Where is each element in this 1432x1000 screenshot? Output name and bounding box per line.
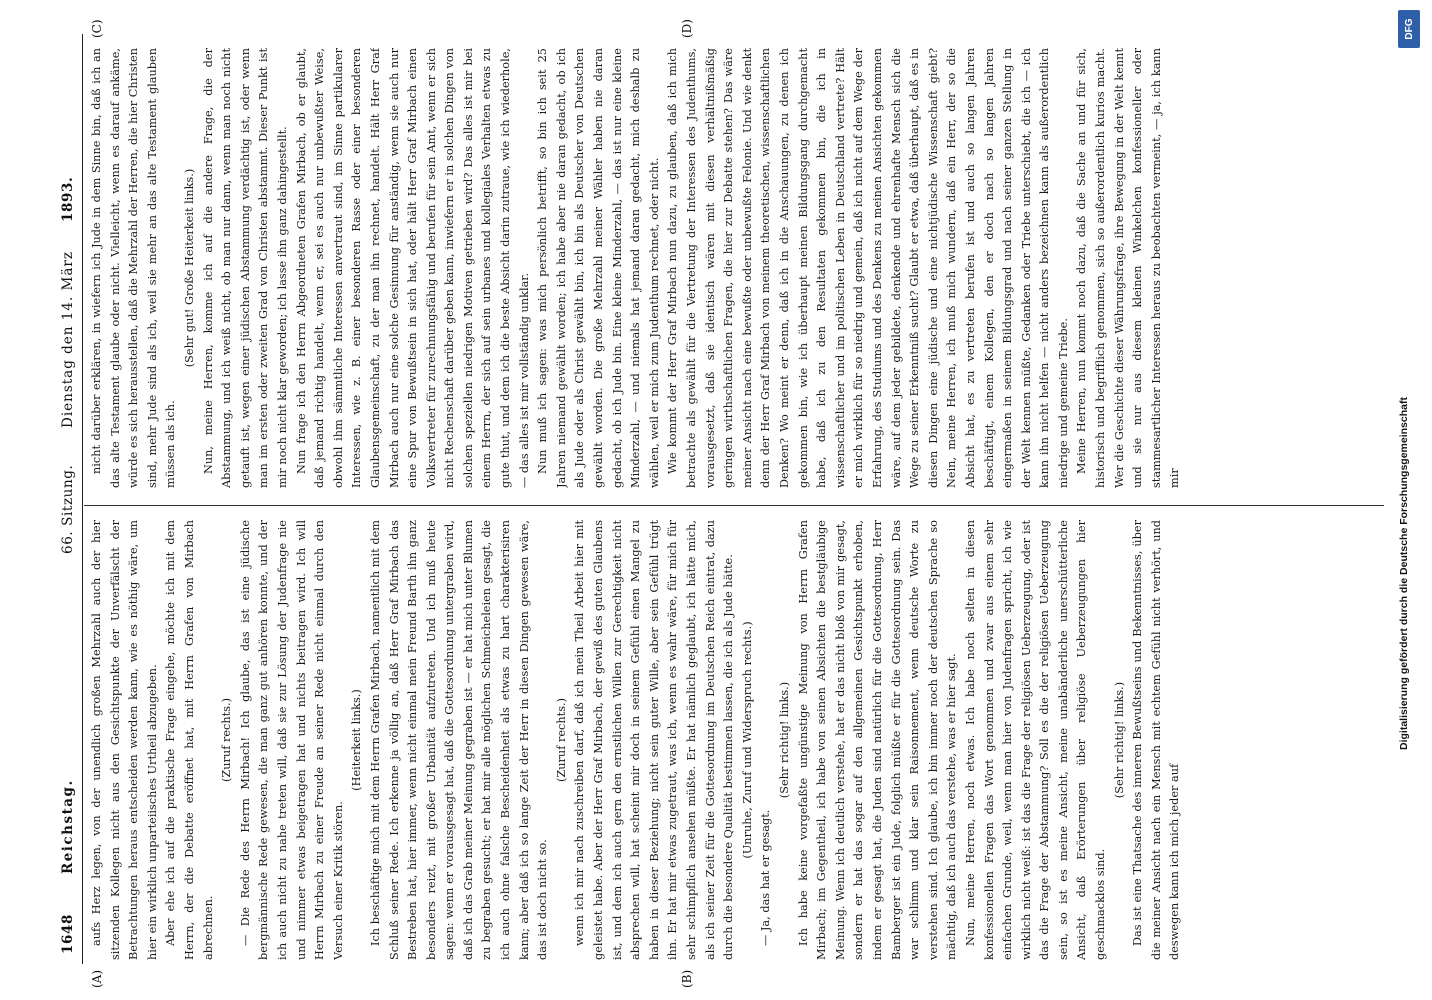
interjection: (Unruhe, Zuruf und Widerspruch rechts.) [740,621,754,859]
paragraph: Wie kommt der Herr Graf Mirbach nun dazu, zu glauben, daß ich mich betrachte als gewählt für die Vertretung der Interessen des Judenthums, vorausgesetzt, daß sie identisch wären mit diesen verhältnißmäßig geringen wirthschaftlichen Fragen, die hier zur Debatte stehen? Das wäre meiner Ansicht nach eine bewußte oder unbewußte Felonie. Und wie denkt denn der Herr Graf Mirbach von meinem theoretischen, wissenschaftlichen Denken? Wo meint er denn, daß ich in die Anschauungen, zu denen ich gekommen bin, wie ich überhaupt meinen Bildungsgang durchgemacht habe, daß ich zu den Resultaten gekommen bin, die ich in wissenschaftlicher und im politischen Leben in Deutschland vertrete? Hält er mich wirklich für so niedrig und gemein, daß ich nicht auf dem Wege der Erfahrung, des Studiums und des Denkens zu meinen Ansichten gekommen wäre, auf dem jeder gebildete, denkende und ehrenhafte Mensch sich die Wege zu seiner Erkenntniß sucht? Glaubt er etwa, daß überhaupt, daß es in diesen Dingen eine jüdische und eine nichtjüdische Wissenschaft giebt? Nein, meine Herren, ich muß mich wundern, daß ein Herr, der so die Absicht hat, es zu vertreten berufen ist und auch so langen Jahren beschäftigt, einem Kollegen, den er doch nach so langen Jahren eingermaßen in seinem Bildungsgrad und nach seiner ganzen Stellung in der Welt kennen müßte, Gedanken oder Triebe unterschiebt, die ich — ich kann ihn nicht helfen — nicht anders bezeichnen kann als außerordentlich niedrige und gemeine Triebe. [666,48,1070,488]
right-column [88,48,1378,488]
paragraph: — Ja, das hat er gesagt. [759,809,773,946]
margin-marker-b: (B) [680,969,694,988]
paragraph: Nun frage ich den Herrn Abgeordneten Grafen Mirbach, ob er glaubt, daß jemand richtig handelt, wenn er, sei es auch nur unbewußter Weise, obwohl ihm sämmtliche Interessen anvertraut sind, im Sinne partikularer Interessen, wie z. B. einer besonderen Rasse oder einer besonderen Glaubensgemeinschaft, zu der man ihn rechnet, handelt. Hält Herr Graf Mirbach auch nur eine solche Gesinnung für anständig, wenn sie auch nur eine Spur von Bewußtsein in sich hat, oder hält Herr Graf Mirbach einen Volksvertreter für zurechnungsfähig und berufen für sein Amt, wenn er sich nicht Rechenschaft darüber geben kann, inwiefern er in solchen Dingen von solchen speziellen niedrigen Motiven getrieben wird? Das alles ist mir bei einem Herrn, der sich auf sein urbanes und kollegiales Verhalten etwas zu gute thut, und dem ich die beste Absicht darin zutraue, wie ich wiederhole, — das alles ist mir vollständig unklar. [294,48,531,488]
source-title: Reichstag. [60,779,76,874]
paragraph: aufs Herz legen, von der unendlich großen Mehrzahl auch der hier sitzenden Kollegen nicht aus den Gesichtspunkte der Unverfälscht der Betrachtungen heraus entscheiden werden kann, wie es nöthig wäre, um hier ein wirklich unparteiisches Urtheil abzugeben. [90,520,159,960]
paragraph: Ich habe keine vorgefaßte ungünstige Meinung von Herrn Grafen Mirbach; im Gegentheil, ich habe von seinen Absichten die bestgläubige Meinung. Wenn ich deutlich verstehe, hat er das nicht bloß von mir gesagt, sondern er hat das sogar auf den allgemeinen Gesichtspunkt erhoben, indem er gesagt hat, die Juden sind natürlich für die Gottesordnung, Herr Bamberger ist ein Jude, folglich müßte er für die Gottesordnung sein. Das war schlimm und klar sein Raisonnement, wenn deutsche Worte zu verstehen sind. Ich glaube, ich bin immer noch der deutschen Sprache so mächtig, daß ich auch das verstehe, was er hier sagt. [796,520,959,960]
interjection: (Sehr richtig! links.) [777,681,791,799]
digitization-note: Digitalisierung gefördert durch die Deutsche Forschungsgemeinschaft [1398,397,1410,750]
paragraph: Nun, meine Herren, noch etwas. Ich habe noch selten in diesen konfessionellen Fragen das Wort genommen und zwar aus einem sehr einfachen Grunde, weil, wenn man hier von Judenfragen spricht, ich wie wirklich nicht weiß: ist das die Frage der religiösen Ueberzeugung, oder ist das die Frage der Abstammung? Soll es die der religiösen Ueberzeugung sein, so ist es meine Ansicht, meine unabänderliche unerschütterliche Ansicht, daß Erörterungen über religiöse Ueberzeugungen hier geschmacklos sind. [963,520,1108,960]
paragraph: wenn ich mir nach zuschreiben darf, daß ich mein Theil Arbeit hier mit geleistet habe. Aber der Herr Graf Mirbach, der gewiß des guten Glaubens ist, und dem ich auch gern den ernstlichen Willen zur Gerechtigkeit nicht absprechen will, hat scheint mir doch in seinem Gefühl einen Mangel zu haben in dieser Beziehung; nicht sein guter Wille, aber sein Gefühl trügt ihn. Er hat mir etwas zugetraut, was ich, wenn es wahr wäre, für mich für sehr schimpflich ansehen müßte. Er hat nämlich geglaubt, ich hätte mich, als ich seiner Zeit für die Gottesordnung im Deutschen Reich eintrat, dazu durch die besondere Qualität bestimmen lassen, die ich als Jude hätte. [573,520,736,960]
margin-marker-d: (D) [680,19,694,38]
paragraph: Aber ehe ich auf die praktische Frage eingehe, möchte ich mit dem Herrn, der die Debatte eröffnet hat, mit Herrn Grafen von Mirbach abrechnen. [164,520,215,960]
paragraph: Nun, meine Herren, komme ich auf die andere Frage, die der Abstammung, und ich weiß nicht, ob man nur dann, wenn man noch nicht getauft ist, wegen einer jüdischen Abstammung verdächtig ist, oder wenn man im ersten oder zweiten Grad von Christen abstammt. Dieser Punkt ist mir noch nicht klar geworden; ich lasse ihn ganz dahingestellt. [201,48,289,488]
paragraph: Ich beschäftige mich mit dem Herrn Grafen Mirbach, namentlich mit dem Schluß seiner Rede. Ich erkenne ja völlig an, daß Herr Graf Mirbach das Bestreben hat, hier immer, wenn nicht einmal mein Freund Barth ihn ganz besonders reizt, mit großer Urbanität aufzutreten. Und ich muß heute sagen: wenn er vorausgesagt hat, daß die Gottesordnung untergraben wird, daß ich das Grab meiner Meinung gegraben ist — er hat mich unter Blumen zu begraben gesucht; er hat mir alle möglichen Schmeicheleien gesagt, die ich auch ohne falsche Bescheidenheit als etwas zu hart charakterisiren kann; aber daß ich so lange Zeit der Herr in diesen Dingen gewesen wäre, das ist doch nicht so. [368,520,550,960]
year-label: 1893. [60,176,76,222]
paragraph: — Die Rede des Herrn Mirbach! Ich glaube, das ist eine jüdische bergmännische Rede gewesen, die man ganz gut anhören konnte, und der ich auch nicht zu nahe treten will, daß sie zur Lösung der Judenfrage nie und nimmer etwas beigetragen hat und nichts beitragen wird. Ich will Herrn Mirbach zu einer Freude an seiner Rede nicht einmal durch den Versuch einer Kritik stören. [238,520,345,960]
column-divider [84,505,1384,506]
paragraph: Nun muß ich sagen: was mich persönlich betrifft, so bin ich seit 25 Jahren niemand gewählt worden; ich habe aber nie daran gedacht, ob ich als Jude oder als Christ gewählt bin, ich bin als Deutscher von Deutschen gewählt worden. Die große Mehrzahl meiner Wähler haben nie daran gedacht, ob ich Jude bin. Eine kleine Minderzahl, — das ist nur eine kleine Minderzahl, — und niemals hat jemand daran gedacht, mich deshalb zu wählen, weil er mich zum Judenthum rechnet, oder nicht. [536,48,661,488]
paragraph: Das ist eine Thatsache des inneren Bewußtseins und Bekenntnisses, über die meiner Ansicht nach ein Mensch mit echtem Gefühl nicht verhört, und deswegen kann ich mich jeder auf [1131,520,1182,960]
session-label: 66. Sitzung. [60,464,76,554]
paragraph: nicht darüber erklären, in wiefern ich Jude in dem Sinne bin, daß ich an das alte Testament glaube oder nicht. Vielleicht, wenn es darauf ankäme, würde es sich herausstellen, daß die Mehrzahl der Herren, die hier Christen sind, mehr Jude sind als ich, weil sie mehr an das alte Testament glauben müssen als ich. [90,48,178,488]
paragraph: Meine Herren, nun kommt noch dazu, daß die Sache an und für sich, historisch und begrifflich genommen, sich so außerordentlich kurios macht. Wer die Geschichte dieser Währungsfrage, ihre Bewegung in der Welt kennt und sie nur aus diesem kleinen Winkelchen konfessioneller oder stammesartlicher Interessen heraus zu beobachten vermeint, — ja, ich kann mir [1075,48,1182,488]
margin-marker-a: (A) [90,969,104,988]
interjection: (Heiterkeit links.) [350,689,364,791]
left-column [88,520,1378,960]
page-number: 1648 [60,914,76,954]
margin-marker-c: (C) [90,19,104,38]
interjection: (Sehr gut! Große Heiterkeit links.) [182,168,196,368]
page-header [56,34,83,964]
dfg-logo: DFG [1398,10,1420,48]
interjection: (Zuruf rechts.) [554,698,568,783]
interjection: (Sehr richtig! links.) [1112,681,1126,799]
interjection: (Zuruf rechts.) [220,698,234,783]
date-label: Dienstag den 14. März [60,251,76,428]
